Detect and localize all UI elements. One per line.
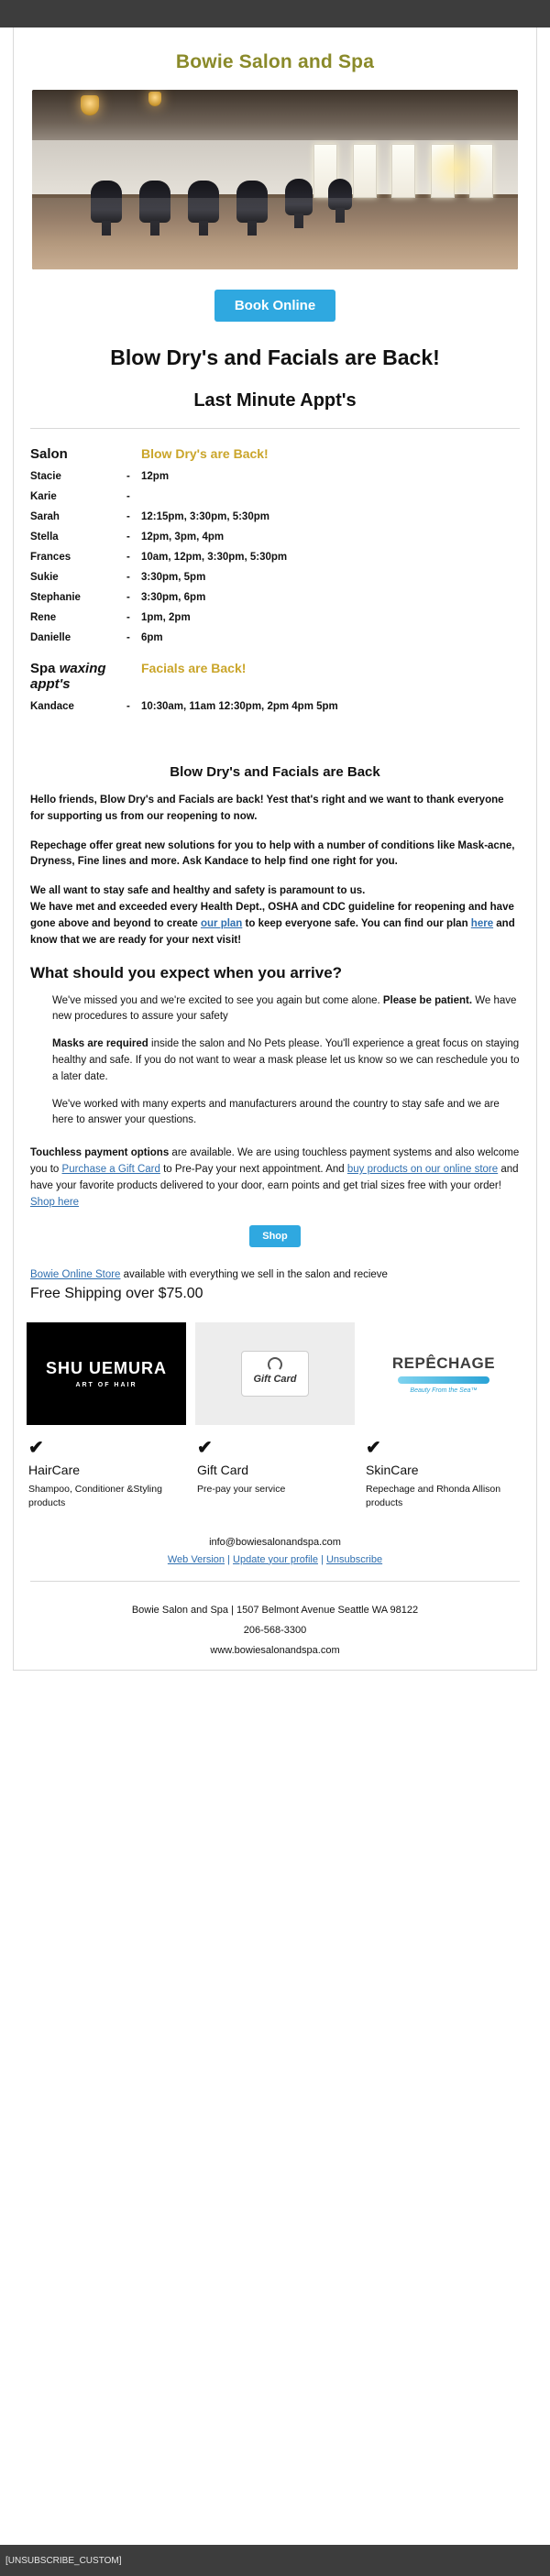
product-card-skincare	[364, 1322, 523, 1509]
expect-paragraph-2	[52, 1036, 520, 1085]
unsubscribe-custom-token: [UNSUBSCRIBE_CUSTOM]	[6, 2555, 122, 2566]
shop-button[interactable]: Shop	[249, 1225, 301, 1247]
stylist-times: 6pm	[141, 632, 163, 643]
product-card-haircare	[27, 1322, 186, 1509]
safety-line-2: We have met and exceeded every Health Dept., OSHA and CDC guideline for reopening and have gone above and beyond to create	[30, 902, 514, 929]
safety-line-3: to keep everyone safe. You can find our plan	[242, 917, 471, 929]
card-description: Repechage and Rhonda Allison products	[366, 1484, 501, 1509]
business-address-block	[14, 1595, 536, 1661]
row-dash: -	[126, 632, 130, 643]
top-bar	[0, 0, 550, 27]
checkmark-icon: ✔	[197, 1438, 213, 1459]
unsubscribe-link[interactable]: Unsubscribe	[325, 1553, 383, 1565]
spa-label-emphasis: waxing appt's	[30, 661, 106, 692]
stylist-name: Stephanie	[30, 592, 81, 603]
update-profile-link[interactable]: Update your profile	[233, 1553, 318, 1565]
touchless-text-b: are available. We are using touchless payment systems and also welcome you to	[30, 1147, 520, 1175]
spacer	[14, 717, 536, 759]
spa-header-dash	[126, 648, 141, 696]
online-store-products-link[interactable]: buy products on our online store	[346, 1164, 499, 1175]
row-dash: -	[126, 612, 130, 623]
table-row	[30, 608, 520, 628]
shu-logo-line1: SHU UEMURA	[45, 1359, 167, 1378]
row-dash: -	[126, 532, 130, 543]
book-online-cta-wrap	[14, 269, 536, 327]
product-card-giftcard	[195, 1322, 355, 1509]
contact-email[interactable]: info@bowiesalonandspa.com	[209, 1536, 341, 1548]
expect-text-1a: We've missed you and we're excited to see you again but come alone.	[52, 994, 383, 1006]
online-store-text: available with everything we sell in the salon and recieve	[120, 1269, 388, 1281]
table-row	[30, 547, 520, 567]
row-dash: -	[126, 592, 130, 603]
expect-bold-masks: Masks are required	[52, 1038, 148, 1050]
stylist-name: Sarah	[30, 511, 60, 522]
spa-label: Spa	[30, 661, 60, 676]
table-row	[30, 567, 520, 587]
stylist-name: Stacie	[30, 471, 61, 482]
stylist-name: Frances	[30, 552, 72, 563]
safety-line-1: We all want to stay safe and healthy and safety is paramount to us.	[30, 885, 366, 897]
stylist-times: 1pm, 2pm	[141, 612, 191, 623]
subheadline: Last Minute Appt's	[193, 390, 357, 411]
checkmark-icon: ✔	[28, 1438, 44, 1459]
stylist-name: Sukie	[30, 572, 59, 583]
bottom-bar	[0, 2545, 550, 2576]
safety-line-4: and know that we are ready for your next visit!	[30, 917, 515, 946]
online-store-line	[14, 1256, 536, 1280]
paragraph-safety	[30, 883, 520, 948]
row-dash: -	[126, 701, 130, 712]
expect-text-1c: We have new procedures to assure your safety	[52, 994, 517, 1023]
gift-card-icon	[195, 1322, 355, 1425]
table-row	[30, 628, 520, 648]
stylist-times: 3:30pm, 6pm	[141, 592, 206, 603]
address-line: Bowie Salon and Spa | 1507 Belmont Avenue Seattle WA 98122	[131, 1605, 419, 1617]
shop-here-link[interactable]: Shop here	[30, 1196, 80, 1208]
footer-separator-1: |	[227, 1553, 230, 1565]
stylist-times	[141, 487, 520, 507]
shu-logo-line2: ART OF HAIR	[75, 1382, 138, 1389]
purchase-gift-card-link[interactable]: Purchase a Gift Card	[61, 1164, 160, 1175]
table-row	[30, 587, 520, 608]
touchless-payment-copy	[14, 1140, 536, 1211]
email-outer-frame	[0, 27, 550, 1671]
stylist-name: Karie	[30, 491, 57, 502]
stylist-name: Stella	[30, 532, 59, 543]
spa-header-note: Facials are Back!	[141, 661, 247, 675]
stylist-times: 12:15pm, 3:30pm, 5:30pm	[141, 511, 270, 522]
stylist-times: 12pm	[141, 471, 170, 482]
footer	[14, 1510, 536, 1568]
expect-paragraph-3: We've worked with many experts and manufacturers around the country to stay safe and we are here to answer your questions.	[52, 1098, 500, 1126]
repechage-logo-line1: REPÊCHAGE	[391, 1354, 496, 1372]
book-online-button[interactable]: Book Online	[214, 290, 336, 322]
hero-image-wrap	[14, 90, 536, 269]
stylist-name: Danielle	[30, 632, 72, 643]
bow-icon	[268, 1357, 282, 1372]
card-description: Pre-pay your service	[197, 1484, 286, 1496]
phone-number: 206-568-3300	[243, 1625, 307, 1637]
esthetician-name: Kandace	[30, 701, 74, 712]
schedule-spa-header-row	[30, 648, 520, 696]
expect-bold-patient: Please be patient.	[382, 994, 473, 1006]
website-url: www.bowiesalonandspa.com	[210, 1645, 340, 1657]
section-title: Blow Dry's and Facials are Back	[170, 764, 380, 780]
row-dash: -	[126, 511, 130, 522]
schedule-header-note: Blow Dry's are Back!	[141, 446, 269, 461]
esthetician-times: 10:30am, 11am 12:30pm, 2pm 4pm 5pm	[141, 701, 338, 712]
footer-separator-2: |	[321, 1553, 324, 1565]
shu-uemura-logo-icon	[27, 1322, 186, 1425]
shop-cta-wrap	[14, 1211, 536, 1256]
footer-links	[30, 1551, 520, 1569]
stylist-times: 12pm, 3pm, 4pm	[141, 532, 225, 543]
card-title: HairCare	[28, 1463, 81, 1478]
expect-heading: What should you expect when you arrive?	[30, 963, 343, 981]
bowie-online-store-link[interactable]: Bowie Online Store	[30, 1269, 121, 1281]
table-row	[30, 696, 520, 717]
row-dash: -	[126, 471, 130, 482]
here-link[interactable]: here	[470, 917, 494, 929]
appointment-schedule	[14, 429, 536, 717]
paragraph-repechage: Repechage offer great new solutions for you to help with a number of conditions like Mask-acne, Dryness, Fine lines and more. Ask Kandace to help find one right for you.	[30, 839, 515, 868]
stylist-times: 10am, 12pm, 3:30pm, 5:30pm	[141, 552, 288, 563]
row-dash: -	[126, 572, 130, 583]
checkmark-icon: ✔	[366, 1438, 381, 1459]
web-version-link[interactable]: Web Version	[167, 1553, 226, 1565]
card-title: SkinCare	[366, 1463, 419, 1478]
row-dash: -	[126, 552, 130, 563]
body-copy	[14, 793, 536, 949]
expect-text-2b: inside the salon and No Pets please. You'll experience a great focus on staying healthy and safe. If you do not want to wear a mask please let us know so we can reschedule you to a later date.	[52, 1038, 520, 1082]
salon-interior-image	[32, 90, 518, 269]
paragraph-intro: Hello friends, Blow Dry's and Facials are back! Yest that's right and we want to thank everyone for supporting us from our reopening to now.	[30, 795, 504, 822]
table-row	[30, 487, 520, 507]
table-row	[30, 527, 520, 547]
our-plan-link[interactable]: our plan	[200, 917, 243, 929]
touchless-text-c: to Pre-Pay your next appointment. And	[160, 1164, 347, 1175]
card-description: Shampoo, Conditioner &Styling products	[28, 1484, 162, 1509]
table-row	[30, 507, 520, 527]
page-title: Bowie Salon and Spa	[175, 51, 375, 72]
schedule-section-spa	[30, 648, 126, 696]
product-cards	[14, 1317, 536, 1509]
email-body	[13, 27, 537, 1671]
schedule-header-dash	[126, 442, 141, 466]
touchless-text-d: and have your favorite products delivered to your door, earn points and get trial sizes free with your order!	[30, 1164, 519, 1191]
headline: Blow Dry's and Facials are Back!	[110, 345, 440, 369]
divider-footer	[30, 1581, 520, 1582]
repechage-logo-line2: Beauty From the Sea™	[410, 1387, 478, 1394]
expect-paragraph-1	[52, 993, 520, 1026]
wave-icon	[398, 1376, 490, 1384]
row-dash: -	[126, 491, 130, 502]
schedule-section-salon: Salon	[30, 446, 68, 462]
stylist-times: 3:30pm, 5pm	[141, 572, 206, 583]
stylist-name: Rene	[30, 612, 57, 623]
card-title: Gift Card	[197, 1463, 249, 1478]
free-shipping-text: Free Shipping over $75.00	[30, 1286, 204, 1302]
repechage-logo-icon	[364, 1322, 523, 1425]
schedule-header-row	[30, 442, 520, 466]
schedule-table	[30, 442, 520, 717]
touchless-bold-lead: Touchless payment options	[30, 1147, 170, 1159]
expect-copy	[14, 993, 536, 1130]
table-row	[30, 466, 520, 487]
gift-card-label: Gift Card	[253, 1374, 297, 1386]
